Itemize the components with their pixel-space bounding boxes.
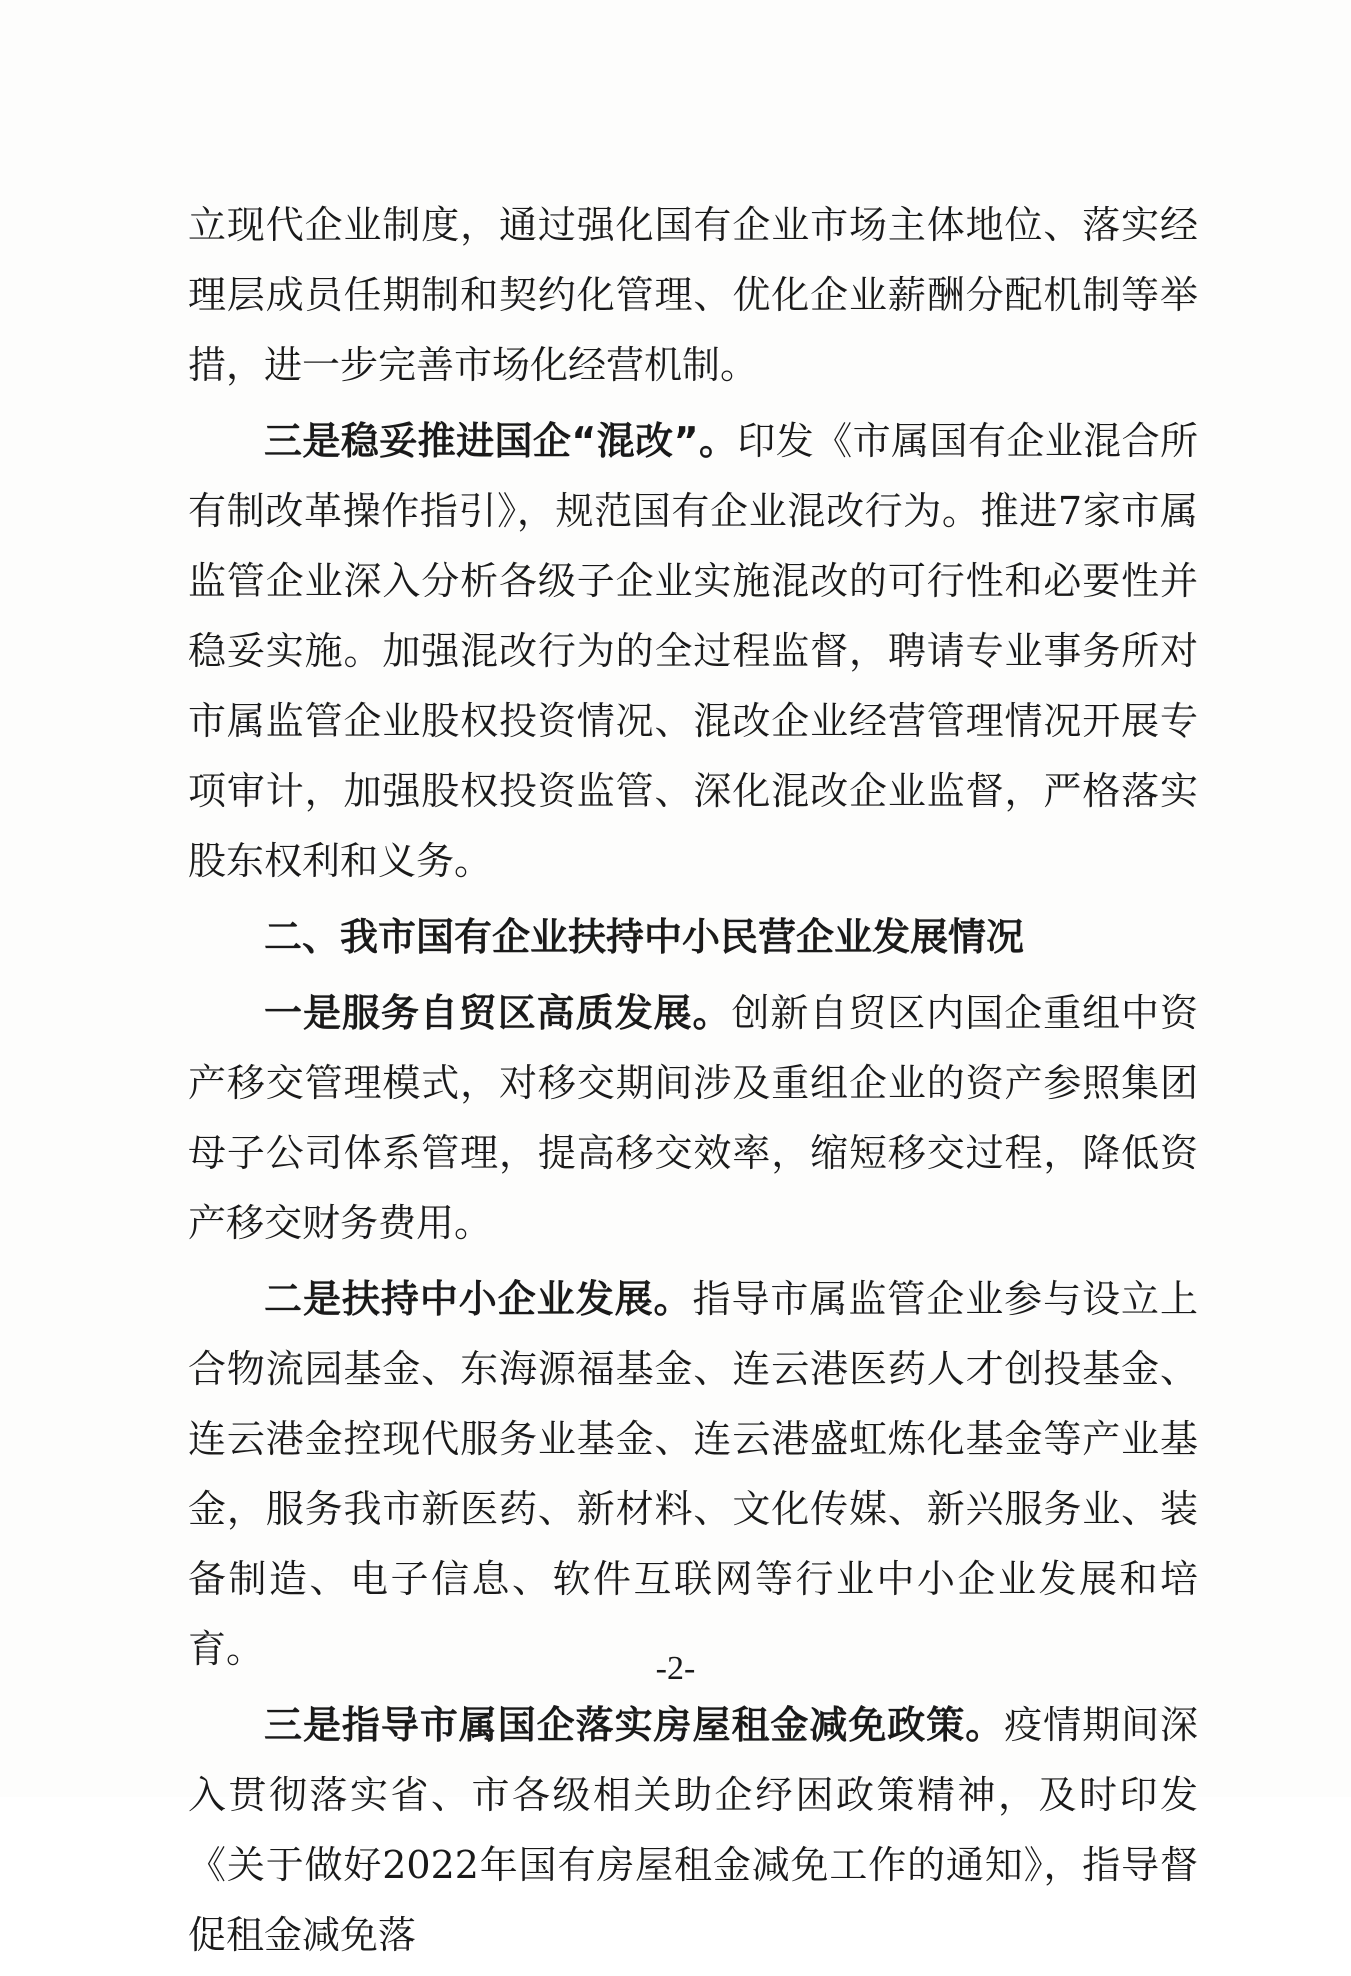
paragraph-rent-reduction xyxy=(188,1690,1198,1970)
paragraph-free-trade-zone xyxy=(188,978,1198,1258)
paragraph-text: 创新自贸区内国企重组中资产移交管理模式，对移交期间涉及重组企业的资产参照集团母子公司体系管理，提高移交效率，缩短移交过程，降低资产移交财务费用。 xyxy=(188,991,1198,1245)
paragraph-text: 立现代企业制度，通过强化国有企业市场主体地位、落实经理层成员任期制和契约化管理、优化企业薪酬分配机制等举措，进一步完善市场化经营机制。 xyxy=(188,203,1198,387)
paragraph-text: 指导市属监管企业参与设立上合物流园基金、东海源福基金、连云港医药人才创投基金、连云港金控现代服务业基金、连云港盛虹炼化基金等产业基金，服务我市新医药、新材料、文化传媒、新兴服务业、装备制造、电子信息、软件互联网等行业中小企业发展和培育。 xyxy=(188,1277,1198,1671)
page-number: -2- xyxy=(655,1650,696,1687)
section-heading: 二、我市国有企业扶持中小民营企业发展情况 xyxy=(264,915,1025,959)
paragraph-mixed-ownership-reform xyxy=(188,406,1198,896)
paragraph-lead: 二是扶持中小企业发展。 xyxy=(264,1277,693,1321)
paragraph-text: 疫情期间深入贯彻落实省、市各级相关助企纾困政策精神，及时印发《关于做好2022年国有房屋租金减免工作的通知》，指导督促租金减免落 xyxy=(188,1703,1198,1957)
paragraph-lead: 三是指导市属国企落实房屋租金减免政策。 xyxy=(264,1703,1005,1747)
document-body xyxy=(188,190,1198,1976)
paragraph-sme-support xyxy=(188,1264,1198,1684)
paragraph-lead: 一是服务自贸区高质发展。 xyxy=(264,991,732,1035)
paragraph-continuation xyxy=(188,190,1198,400)
paragraph-lead: 三是稳妥推进国企“混改”。 xyxy=(264,419,738,463)
paragraph-text: 印发《市属国有企业混合所有制改革操作指引》，规范国有企业混改行为。推进7家市属监管企业深入分析各级子企业实施混改的可行性和必要性并稳妥实施。加强混改行为的全过程监督，聘请专业事务所对市属监管企业股权投资情况、混改企业经营管理情况开展专项审计，加强股权投资监管、深化混改企业监督，严格落实股东权利和义务。 xyxy=(188,419,1198,883)
